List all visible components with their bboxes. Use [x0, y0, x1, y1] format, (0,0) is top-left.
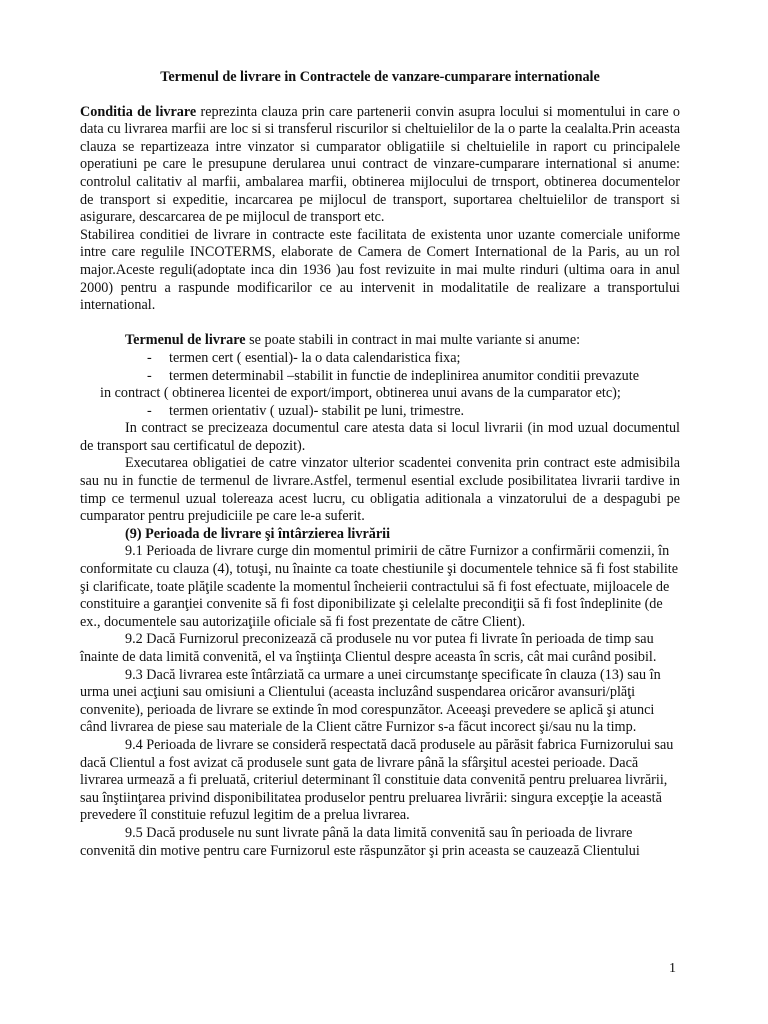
document-page — [80, 69, 680, 860]
list-item — [80, 368, 680, 386]
list-item-text: termen orientativ ( uzual)- stabilit pe luni, trimestre. — [169, 402, 465, 419]
spacer — [80, 315, 680, 333]
termen-text: se poate stabili in contract in mai multe variante si anume: — [245, 332, 581, 349]
list-item-text: termen cert ( esential)- la o data calendaristica fixa; — [169, 349, 461, 366]
intro-paragraph — [80, 104, 680, 227]
termen-paragraph — [80, 332, 680, 350]
list-dash: - — [147, 367, 152, 384]
list-item — [80, 403, 680, 421]
clause-9-3: 9.3 Dacă livrarea este întârziată ca urmare a unei circumstanţe specificate în clauza (13) sau în urma unei acţiuni sau omisiuni a Clientului (aceasta incluzând suspendarea oricăror avansuri/plăţi convenite), perioada de livrare se extinde în mod corespunzător. Aceeaşi prevedere se aplică şi atunci când livrarea de piese sau materiale de la Client către Furnizor s-a făcut incorect şi/sau nu la timp. — [80, 666, 661, 736]
page-number: 1 — [669, 961, 676, 976]
document-title: Termenul de livrare in Contractele de vanzare-cumparare internationale — [160, 69, 600, 85]
incoterms-paragraph: Stabilirea conditiei de livrare in contracte este facilitata de existenta unor uzante comerciale uniforme intre care regulile INCOTERMS, elaborate de Camera de Comert International de la Paris, au un rol major.Aceste reguli(adoptate inca din 1936 )au fost revizuite in mai multe rinduri (ultima oara in anul 2000) pentru a raspunde modificarilor ce au intervenit in modalitatile de realizare a transportului international. — [80, 226, 680, 314]
intro-term: Conditia de livrare — [80, 103, 197, 120]
termen-term: Termenul de livrare — [125, 332, 246, 349]
termen-list — [80, 350, 680, 420]
clause-9-4: 9.4 Perioada de livrare se consideră respectată dacă produsele au părăsit fabrica Furnizorului sau dacă Clientul a fost avizat că produsele sunt gata de livrare până la sfârşitul acestei perioade. Dacă livrarea urmează a fi preluată, criteriul determinant îl constituie data convenită pentru preluarea livrării, sau înştiinţarea privind disponibilitatea produselor pentru preluarea livrării: singura excepţie la această prevedere îl constituie refuzul legitim de a prelua livrarea. — [80, 736, 674, 824]
list-dash: - — [147, 402, 152, 419]
executarea-paragraph: Executarea obligatiei de catre vinzator ulterior scadentei convenita prin contract este admisibila sau nu in functie de termenul de livrare.Astfel, termenul esential exclude posibilitatea livrarii tardive in timp ce termenul uzual tolereaza acest lucru, cu obligatia aditionala a vinzatorului de a despagubi pe cumparator pentru prejudiciile pe care le-a suferit. — [80, 455, 680, 525]
intro-text: reprezinta clauza prin care partenerii convin asupra locului si momentului in care o data cu livrarea marfii are loc si si transferul riscurilor si cheltuielilor de la o parte la cealalta.Prin aceasta clauza se repartizeaza intre vinzator si cumparator obligatiile si cheltuielile in raport cu principalele operatiuni pe care le presupune derularea unui contract de vinzare-cumparare international si anume: controlul calitativ al marfii, ambalarea marfii, obtinerea mijlocului de trnsport, obtinerea documentelor de transport si expeditie, incarcarea pe mijlocul de transport, suportarea cheltuielilor de transport si asigurare, descarcarea de pe mijlocul de transport etc. — [80, 103, 681, 226]
list-item — [80, 350, 680, 368]
documentul-paragraph: In contract se precizeaza documentul care atesta data si locul livrarii (in mod uzual documentul de transport sau certificatul de depozit). — [80, 420, 680, 454]
list-item-continuation: in contract ( obtinerea licentei de export/import, obtinerea unui avans de la cumparator etc); — [100, 385, 621, 402]
list-item-text: termen determinabil –stabilit in functie de indeplinirea anumitor conditii prevazute — [169, 367, 640, 384]
clause-9-1: 9.1 Perioada de livrare curge din momentul primirii de către Furnizor a confirmării comenzii, în conformitate cu clauza (4), totuşi, nu înainte ca toate chestiunile şi documentele tehnice să fi fost stabilite şi clarificate, toate plăţile scadente la momentul încheierii contractului să fi fost efectuate, mijloacele de constituire a garanţiei convenite să fi fost diponibilizate şi celelalte precondiţii să fi fost îndeplinite (de ex., documentele sau autorizaţiile oficiale să fi fost prezentate de către Client). — [80, 543, 679, 630]
clause-9-2: 9.2 Dacă Furnizorul preconizează că produsele nu vor putea fi livrate în perioada de timp sau înainte de data limită convenită, el va înştiinţa Clientul despre aceasta în scris, cât mai curând posibil. — [80, 631, 657, 665]
section-heading: (9) Perioada de livrare şi întârzierea livrării — [125, 525, 391, 542]
list-dash: - — [147, 349, 152, 366]
clause-9-5: 9.5 Dacă produsele nu sunt livrate până la data limită convenită sau în perioada de livrare convenită din motive pentru care Furnizorul este răspunzător şi prin aceasta se cauzează Clientului — [80, 824, 640, 859]
